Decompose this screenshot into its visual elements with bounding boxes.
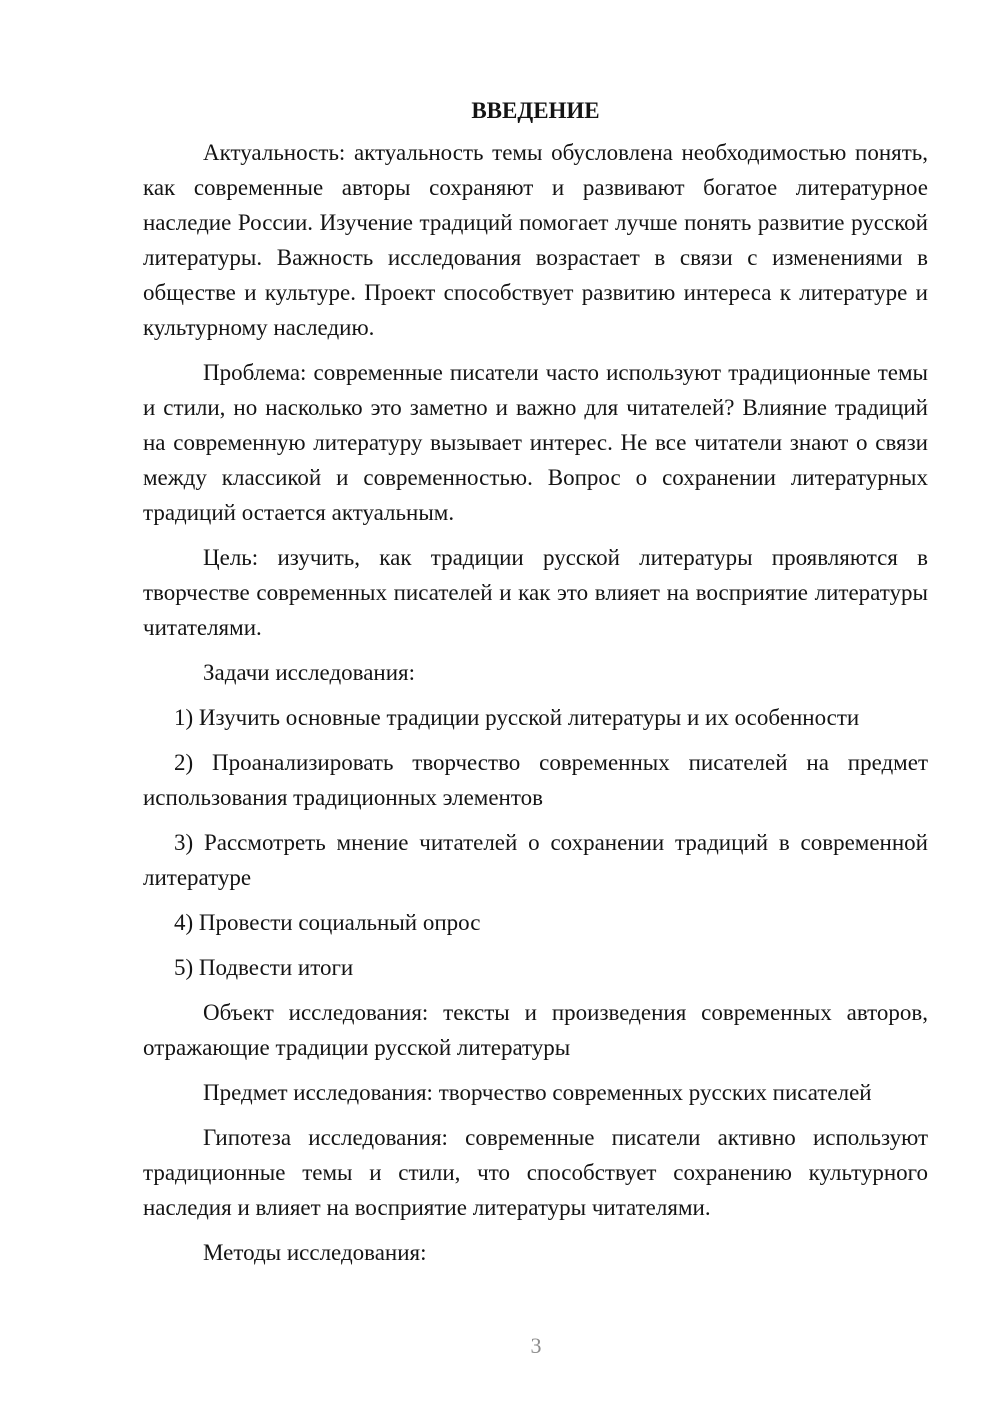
task-item: 3) Рассмотреть мнение читателей о сохранении традиций в современной литературе (143, 830, 928, 890)
section-title: ВВЕДЕНИЕ (471, 98, 600, 123)
object-paragraph: Объект исследования: тексты и произведения современных авторов, отражающие традиции русской литературы (143, 1000, 928, 1060)
document-page (143, 94, 928, 1280)
tasks-heading: Задачи исследования: (203, 660, 416, 685)
page-number: 3 (530, 1333, 542, 1358)
task-item: 1) Изучить основные традиции русской литературы и их особенности (174, 705, 860, 730)
methods-heading: Методы исследования: (203, 1240, 427, 1265)
subject-paragraph: Предмет исследования: творчество современных русских писателей (203, 1080, 872, 1105)
relevance-paragraph: Актуальность: актуальность темы обусловлена необходимостью понять, как современные авторы сохраняют и развивают богатое литературное наследие России. Изучение традиций помогает лучше понять развитие русской литературы. Важность исследования возрастает в связи с изменениями в обществе и культуре. Проект способствует развитию интереса к литературе и культурному наследию. (143, 140, 928, 340)
goal-paragraph: Цель: изучить, как традиции русской литературы проявляются в творчестве современных писателей и как это влияет на восприятие литературы читателями. (143, 545, 928, 640)
task-item: 4) Провести социальный опрос (174, 910, 481, 935)
hypothesis-paragraph: Гипотеза исследования: современные писатели активно используют традиционные темы и стили, что способствует сохранению культурного наследия и влияет на восприятие литературы читателями. (143, 1125, 928, 1220)
problem-paragraph: Проблема: современные писатели часто используют традиционные темы и стили, но насколько это заметно и важно для читателей? Влияние традиций на современную литературу вызывает интерес. Не все читатели знают о связи между классикой и современностью. Вопрос о сохранении литературных традиций остается актуальным. (143, 360, 928, 525)
task-item: 2) Проанализировать творчество современных писателей на предмет использования традиционных элементов (143, 750, 928, 810)
task-item: 5) Подвести итоги (174, 955, 354, 980)
